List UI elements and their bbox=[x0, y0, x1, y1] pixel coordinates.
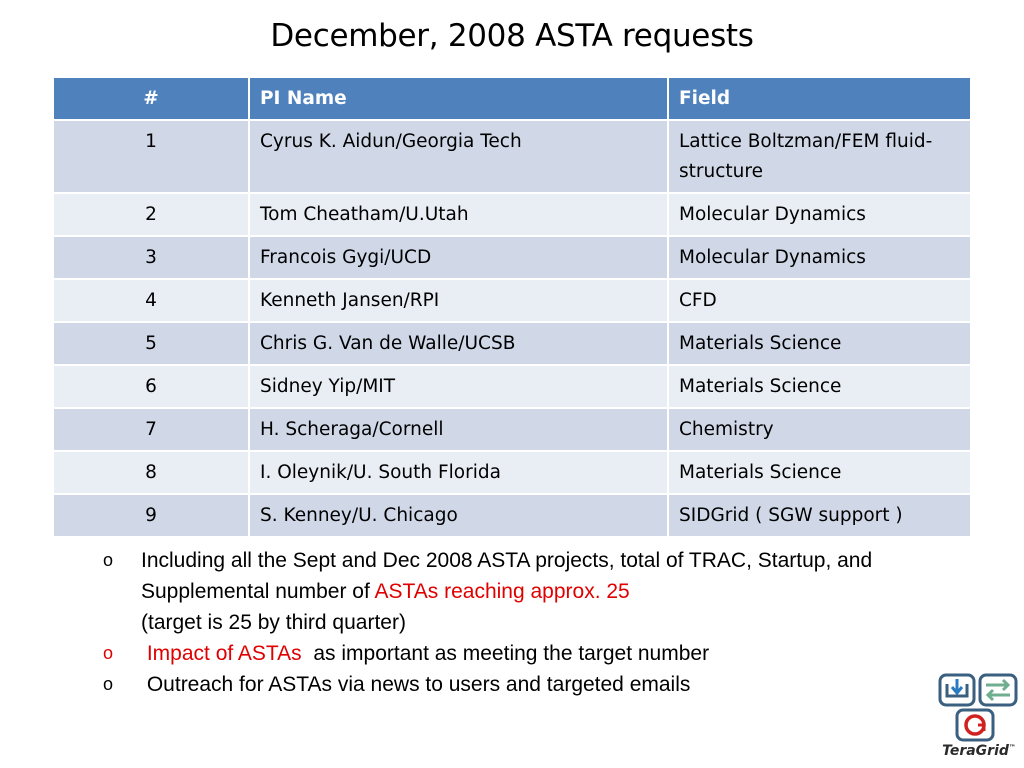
bullet-item bbox=[103, 669, 913, 700]
bullet-text: Including all the Sept and Dec 2008 ASTA projects, total of TRAC, Startup, and Supplemental number of bbox=[141, 549, 873, 603]
table-row bbox=[53, 494, 971, 537]
cell-field: Materials Science bbox=[668, 322, 971, 365]
cell-number: 8 bbox=[53, 451, 249, 494]
bullet-marker: o bbox=[103, 674, 114, 694]
cell-pi-name: Tom Cheatham/U.Utah bbox=[249, 193, 668, 236]
column-header-number: # bbox=[53, 77, 249, 120]
bullet-highlight: ASTAs reaching approx. 25 bbox=[374, 580, 630, 603]
asta-requests-table bbox=[52, 76, 972, 538]
cell-field: Materials Science bbox=[668, 365, 971, 408]
cell-pi-name: Sidney Yip/MIT bbox=[249, 365, 668, 408]
cell-field: Molecular Dynamics bbox=[668, 193, 971, 236]
bullet-marker: o bbox=[103, 643, 114, 663]
bullet-item bbox=[103, 545, 913, 638]
table-row bbox=[53, 279, 971, 322]
cell-number: 3 bbox=[53, 236, 249, 279]
cell-pi-name: Kenneth Jansen/RPI bbox=[249, 279, 668, 322]
table-row bbox=[53, 365, 971, 408]
table-row bbox=[53, 120, 971, 193]
cell-field: CFD bbox=[668, 279, 971, 322]
cell-field: Molecular Dynamics bbox=[668, 236, 971, 279]
cell-field: SIDGrid ( SGW support ) bbox=[668, 494, 971, 537]
logo-name: TeraGrid bbox=[942, 743, 1009, 759]
table-row bbox=[53, 322, 971, 365]
cell-pi-name: I. Oleynik/U. South Florida bbox=[249, 451, 668, 494]
bullet-marker: o bbox=[103, 550, 114, 570]
bullet-item bbox=[103, 638, 913, 669]
bullet-text-tail: (target is 25 by third quarter) bbox=[141, 611, 406, 634]
cell-field: Chemistry bbox=[668, 408, 971, 451]
table-row bbox=[53, 451, 971, 494]
table-row bbox=[53, 408, 971, 451]
bullet-highlight: Impact of ASTAs bbox=[146, 642, 302, 665]
cell-number: 9 bbox=[53, 494, 249, 537]
cell-pi-name: Chris G. Van de Walle/UCSB bbox=[249, 322, 668, 365]
table-row bbox=[53, 236, 971, 279]
table-header-row bbox=[53, 77, 971, 120]
cell-number: 6 bbox=[53, 365, 249, 408]
cell-pi-name: Cyrus K. Aidun/Georgia Tech bbox=[249, 120, 668, 193]
cell-number: 4 bbox=[53, 279, 249, 322]
bullet-text: as important as meeting the target number bbox=[313, 642, 710, 665]
cell-pi-name: S. Kenney/U. Chicago bbox=[249, 494, 668, 537]
cell-number: 2 bbox=[53, 193, 249, 236]
cell-pi-name: H. Scheraga/Cornell bbox=[249, 408, 668, 451]
trademark-symbol: ™ bbox=[1008, 743, 1016, 752]
cell-pi-name: Francois Gygi/UCD bbox=[249, 236, 668, 279]
cell-number: 1 bbox=[53, 120, 249, 193]
column-header-field: Field bbox=[668, 77, 971, 120]
table-row bbox=[53, 193, 971, 236]
cell-number: 5 bbox=[53, 322, 249, 365]
column-header-pi-name: PI Name bbox=[249, 77, 668, 120]
cell-field: Lattice Boltzman/FEM fluid-structure bbox=[668, 120, 971, 193]
bullet-list bbox=[103, 545, 913, 700]
bullet-text: Outreach for ASTAs via news to users and targeted emails bbox=[146, 673, 691, 696]
cell-number: 7 bbox=[53, 408, 249, 451]
teragrid-wordmark bbox=[934, 743, 1024, 759]
cell-field: Materials Science bbox=[668, 451, 971, 494]
slide-title: December, 2008 ASTA requests bbox=[270, 18, 754, 54]
